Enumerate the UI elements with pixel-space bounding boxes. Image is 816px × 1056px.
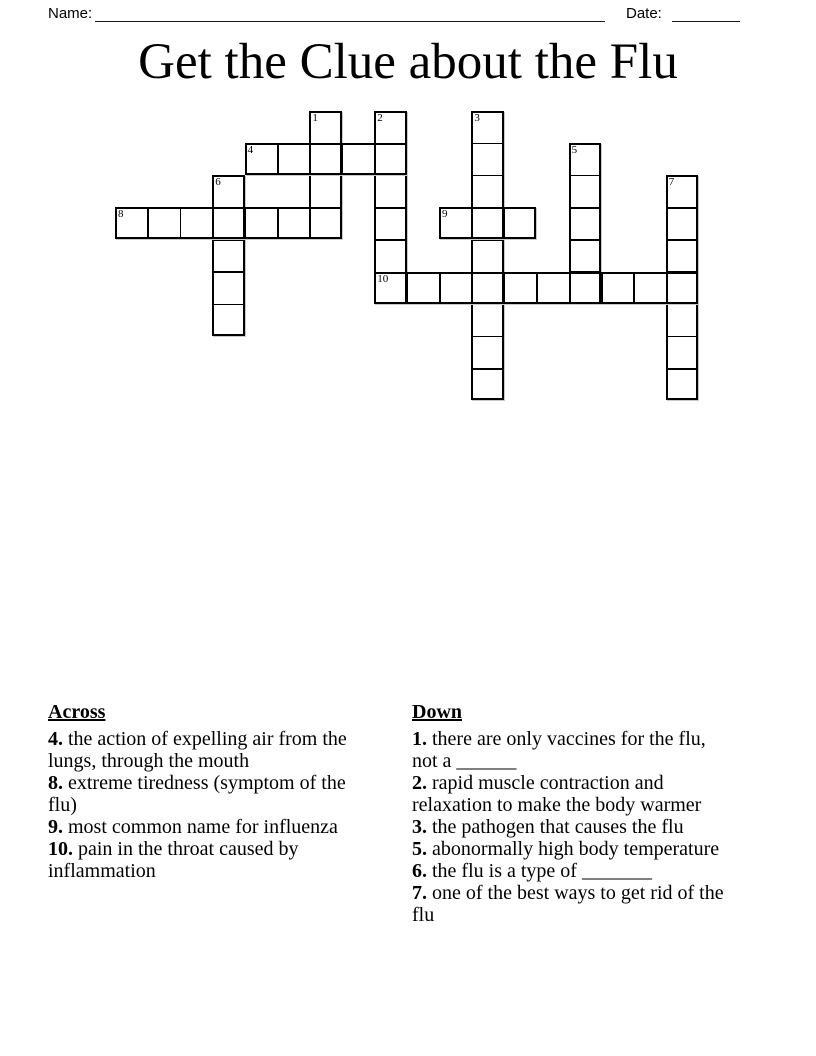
- grid-number-9: 9: [442, 208, 448, 221]
- cell-divider: [309, 145, 311, 173]
- cell-divider: [473, 239, 501, 241]
- cell-divider: [668, 368, 696, 370]
- grid-number-4: 4: [247, 143, 254, 156]
- cell-divider: [309, 209, 311, 237]
- clue-down-6: 6. the flu is a type of _______: [412, 860, 652, 882]
- cell-divider: [439, 274, 441, 302]
- cell-divider: [473, 143, 501, 145]
- word-4-across[interactable]: [245, 143, 407, 175]
- grid-number-7: 7: [668, 175, 675, 188]
- cell-divider: [473, 368, 501, 370]
- cell-divider: [668, 304, 696, 306]
- clue-number: 5.: [412, 838, 427, 860]
- cell-divider: [473, 336, 501, 338]
- cell-divider: [668, 336, 696, 338]
- word-9-across[interactable]: [439, 207, 536, 239]
- grid-number-2: 2: [377, 111, 383, 124]
- cell-divider: [342, 145, 344, 173]
- cell-divider: [471, 209, 473, 237]
- clue-down-3: 3. the pathogen that causes the flu: [412, 816, 684, 838]
- across-clue-list: [48, 728, 372, 882]
- cell-divider: [214, 271, 242, 273]
- cell-divider: [376, 175, 404, 177]
- across-heading: Across: [48, 701, 106, 723]
- cell-divider: [473, 304, 501, 306]
- down-heading: Down: [412, 701, 463, 723]
- cell-divider: [633, 274, 635, 302]
- cell-divider: [277, 209, 279, 237]
- clue-number: 9.: [48, 816, 63, 838]
- cell-divider: [668, 239, 696, 241]
- cell-divider: [571, 207, 599, 209]
- clue-down-7: 7. one of the best ways to get rid of the flu: [412, 882, 724, 926]
- clue-number: 3.: [412, 816, 427, 838]
- clue-number: 8.: [48, 772, 63, 794]
- cell-divider: [374, 145, 376, 173]
- cell-divider: [214, 304, 242, 306]
- date-label: Date:: [626, 5, 662, 22]
- cell-divider: [473, 175, 501, 177]
- grid-number-8: 8: [118, 208, 124, 221]
- clue-number: 7.: [412, 882, 427, 904]
- across-clues-section: [48, 701, 372, 882]
- clue-down-5: 5. abonormally high body temperature: [412, 838, 720, 860]
- clue-across-10: 10. pain in the throat caused by inflammation: [48, 838, 299, 882]
- name-label: Name:: [48, 5, 93, 22]
- cell-divider: [376, 239, 404, 241]
- cell-divider: [569, 274, 571, 302]
- word-3-down[interactable]: [471, 111, 503, 401]
- grid-number-3: 3: [474, 111, 480, 124]
- cell-divider: [214, 239, 242, 241]
- clue-number: 6.: [412, 860, 427, 882]
- cell-divider: [471, 274, 473, 302]
- cell-divider: [376, 207, 404, 209]
- cell-divider: [668, 207, 696, 209]
- cell-divider: [601, 274, 603, 302]
- grid-number-1: 1: [312, 111, 318, 124]
- cell-divider: [571, 239, 599, 241]
- cell-divider: [147, 209, 149, 237]
- clue-down-2: 2. rapid muscle contraction and relaxation to make the body warmer: [412, 772, 702, 816]
- down-clue-list: [412, 728, 736, 926]
- clue-across-8: 8. extreme tiredness (symptom of the flu): [48, 772, 346, 816]
- cell-divider: [571, 175, 599, 177]
- cell-divider: [504, 274, 506, 302]
- word-8-across[interactable]: [115, 207, 342, 239]
- clue-across-9: 9. most common name for influenza: [48, 816, 338, 838]
- clue-number: 10.: [48, 838, 73, 860]
- word-10-across[interactable]: [374, 272, 698, 304]
- crossword-grid: [0, 0, 816, 430]
- cell-divider: [212, 209, 214, 237]
- cell-divider: [504, 209, 506, 237]
- cell-divider: [407, 274, 409, 302]
- clue-number: 4.: [48, 728, 63, 750]
- page-title: Get the Clue about the Flu: [138, 34, 678, 90]
- cell-divider: [245, 209, 247, 237]
- cell-divider: [536, 274, 538, 302]
- grid-number-10: 10: [377, 272, 389, 285]
- clue-down-1: 1. there are only vaccines for the flu, not a ______: [412, 728, 706, 772]
- cell-divider: [666, 274, 668, 302]
- cell-divider: [277, 145, 279, 173]
- grid-number-6: 6: [215, 175, 221, 188]
- cell-divider: [180, 209, 182, 237]
- clue-number: 2.: [412, 772, 427, 794]
- word-6-down[interactable]: [212, 175, 244, 336]
- grid-number-5: 5: [571, 143, 578, 156]
- clue-number: 1.: [412, 728, 427, 750]
- clue-across-4: 4. the action of expelling air from the lungs, through the mouth: [48, 728, 347, 772]
- down-clues-section: [412, 701, 736, 926]
- cell-divider: [311, 175, 339, 177]
